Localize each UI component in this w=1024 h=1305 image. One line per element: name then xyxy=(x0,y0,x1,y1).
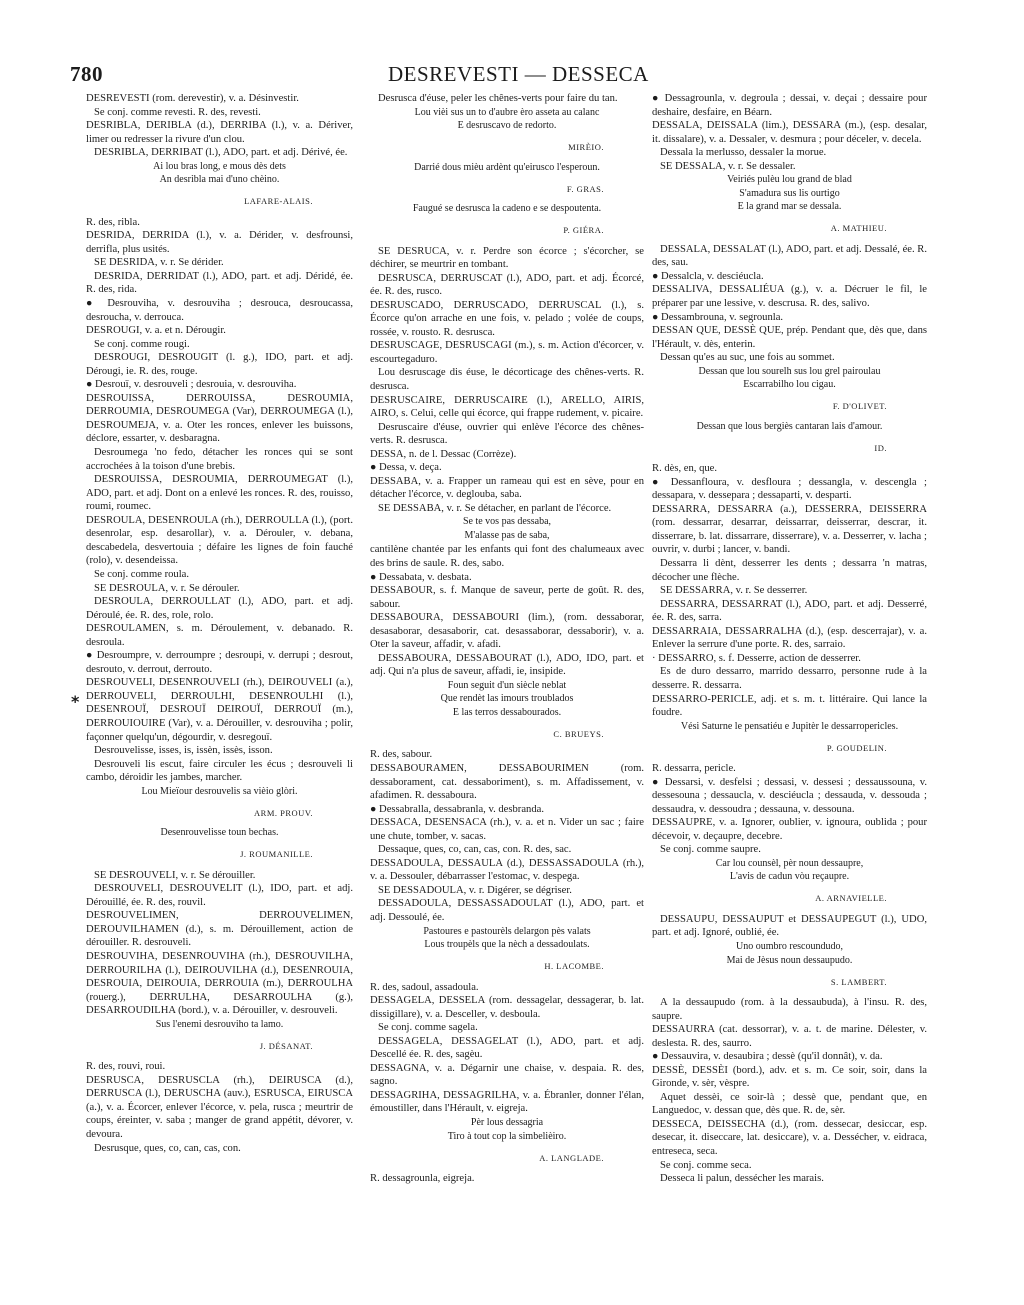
quotation-line: Escarrabilho lou cigau. xyxy=(743,379,836,391)
entry-paragraph: DESRUSCA, DESRUSCLA (rh.), DEIRUSCA (d.), DERRUSCA (l.), DERUSCHA (auv.), ESRUSCA, EIRUSCA (a.), v. a. Écorcer, enlever l'écorce, v. pela, rusca ; meurtrir de coups, éreinter, v. saba ; manger de grand appétit, dévorer, v. devoura. xyxy=(86,1074,353,1140)
entry-paragraph: DESSALIVA, DESSALIÉUA (g.), v. a. Décruer le fil, le préparer par une lessive, v. descrusa. R. des, salivo. xyxy=(652,284,927,309)
entry-paragraph: DESRIBLA, DERIBLA (d.), DERRIBA (l.), v. a. Dériver, limer ou redresser la rivure d'un clou. xyxy=(86,120,353,145)
sub-entry-paragraph: DESROUISSA, DESROUMIA, DERROUMEGAT (l.), ADO, part. et adj. Dont on a enlevé les ronces. R. des, rouisso, roumi, roumec. xyxy=(86,474,353,513)
quotation-author: J. ROUMANILLE. xyxy=(240,849,313,860)
entry-paragraph: DESSARRAIA, DESSARRALHA (d.), (esp. descerrajar), v. a. Enlever la serrure d'une porte. R. des, sarraio. xyxy=(652,625,927,651)
entry-paragraph: DESRIDA, DERRIDA (l.), v. a. Dérider, v. desfrounsi, derrifla, plus usités. xyxy=(86,230,353,255)
quotation-author: J. DÉSANAT. xyxy=(259,1040,313,1051)
quotation-line: Uno oumbro rescoundudo, xyxy=(736,941,843,953)
quotation-line: Sus l'enemi desrouviho ta lamo. xyxy=(155,1018,284,1030)
quotation-line: Dessan que lou sourelh sus lou grel pairoulau xyxy=(698,365,881,377)
entry-paragraph: DESSAGRIHA, DESSAGRILHA, v. a. Ébranler, donner l'élan, émoustiller, dans l'Hérault, v. eigrejа. xyxy=(370,1089,644,1115)
quotation-line: E la grand mar se dessala. xyxy=(737,201,842,213)
sub-entry-paragraph: SE DESRUCA, v. r. Perdre son écorce ; s'écorcher, se déchirer, se meurtrir en tombant. xyxy=(370,245,644,271)
entry-paragraph: R. des, sabour. xyxy=(370,749,433,761)
entry-paragraph: DESROUISSA, DERROUISSA, DESROUMIA, DERROUMIA, DESROUMEGA (Var), DERROUMEGA (l.), DESROUMEJA, v. a. Oter les ronces, enlever les buissons, déclore, essarter, v. desbaragna. xyxy=(86,392,353,445)
entry-paragraph: DESSA, n. de l. Dessac (Corrèze). xyxy=(370,448,517,460)
quotation-author: A. ARNAVIELLE. xyxy=(815,893,887,904)
margin-asterisk: * xyxy=(71,692,80,711)
entry-paragraph: DESROULA, DESENROULA (rh.), DERROULLA (l.), (port. desenrolar, esp. desarollar), v. a. Dérouler, v. debana, descabedela, desvertouia ; défaire les lignes de foin fauché (rolo), v. desendeissa. xyxy=(86,514,353,567)
column-1 xyxy=(86,92,353,1292)
sub-entry-paragraph: DESSAGELA, DESSAGELAT (l.), ADO, part. et adj. Descellé ée. R. des, sagèu. xyxy=(370,1035,644,1061)
quotation-author: H. LACOMBE. xyxy=(544,961,604,972)
entry-paragraph: R. des, rouvi, roui. xyxy=(86,1061,166,1073)
sub-entry-paragraph: Se conj. comme rougi. xyxy=(94,338,190,350)
sub-entry-paragraph: SE DESSADOULA, v. r. Digérer, se dégriser. xyxy=(378,884,572,896)
sub-entry-paragraph: SE DESROUVELI, v. r. Se dérouiller. xyxy=(94,869,256,881)
quotation-author: A. MATHIEU. xyxy=(830,223,887,234)
sub-entry-paragraph: Dessan qu'es au suc, une fois au sommet. xyxy=(660,352,835,364)
quotation-line: Ai lou bras long, e mous dès dets xyxy=(153,160,286,172)
quotation-author: A. LANGLADE. xyxy=(539,1152,604,1163)
quotation-line: E las terros dessabourados. xyxy=(452,706,562,718)
entry-paragraph: DESRUSCAGE, DESRUSCAGI (m.), s. m. Action d'écorcer, v. escourtegaduro. xyxy=(370,340,644,365)
sub-entry-paragraph: Dessarra li dènt, desserrer les dents ; dessarra 'n matras, décocher une flèche. xyxy=(652,558,927,583)
quotation-line: Se te vos pas dessaba, xyxy=(462,516,552,528)
sub-entry-paragraph: DESSADOULA, DESSASSADOULAT (l.), ADO, part. et adj. Dessoulé, ée. xyxy=(370,898,644,924)
sub-entry-paragraph: Aquet dessèi, ce soir-là ; dessè que, pendant que, en Languedoc, v. dessan que, dès que. R. de, sèr. xyxy=(652,1091,927,1117)
entry-paragraph: ● Dessa, v. deça. xyxy=(370,462,442,474)
sub-entry-paragraph: DESROUGI, DESROUGIT (l. g.), IDO, part. et adj. Dérougi, ie. R. des, rouge. xyxy=(86,352,353,377)
entry-paragraph: DESSABOURAMEN, DESSABOURIMEN (rom. dessaborament, cat. dessaboriment), s. m. Affadissement, v. afadimen. R. dessaboura. xyxy=(370,763,644,802)
sub-entry-paragraph: Desruscaire d'éuse, ouvrier qui enlève l'écorce des chênes-verts. R. desrusca. xyxy=(370,421,644,447)
entry-paragraph: R. dessagrounla, eigreja. xyxy=(370,1173,475,1185)
quotation-line: Que rendèt las imours troublados xyxy=(440,693,574,705)
entry-paragraph: ● Dessanfloura, v. desfloura ; dessangla, v. descengla ; dessapara, v. dessepara ; dessaparti, v. desparti. xyxy=(652,476,927,502)
entry-paragraph: ● Dessabralla, dessabranla, v. desbranda. xyxy=(370,803,544,815)
entry-paragraph: ● Desrouviha, v. desrouviha ; desrouca, desroucassa, desroucha, v. derrouca. xyxy=(86,298,353,323)
sub-entry-paragraph: Desrusque, ques, co, can, cas, con. xyxy=(94,1142,241,1154)
quotation-line: Tiro à tout cop la simbelièiro. xyxy=(447,1130,567,1142)
entry-paragraph: R. des, sadoul, assadoula. xyxy=(370,981,479,993)
entry-paragraph: DESSAN QUE, DESSÈ QUE, prép. Pendant que, dès que, dans l'Hérault, v. dès, enterin. xyxy=(652,325,927,350)
entry-paragraph: DESSADOULA, DESSAULA (d.), DESSASSADOULA (rh.), v. a. Dessouler, débarrasser l'estomac, v. despega. xyxy=(370,857,644,883)
column-3 xyxy=(652,92,927,1292)
entry-paragraph: R. des, ribla. xyxy=(86,216,140,228)
quotation-author: MIRÈIO. xyxy=(568,142,604,153)
quotation-line: Lou Mieïour desrouvelis sa vièio glòri. xyxy=(141,785,298,797)
entry-paragraph: cantilène chantée par les enfants qui font des chalumeaux avec des brins de saule. R. des, sabo. xyxy=(370,544,644,570)
entry-paragraph: · DESSARRO, s. f. Desserre, action de desserrer. xyxy=(652,652,861,664)
quotation-line: Darrié dous mièu ardènt qu'eirusco l'esperoun. xyxy=(414,161,600,173)
sub-entry-paragraph: Desroumega 'no fedo, détacher les ronces qui se sont accrochées à la toison d'une brebis. xyxy=(86,447,353,472)
entry-paragraph: ● Dessabata, v. desbata. xyxy=(370,571,472,583)
sub-entry-paragraph: Se conj. comme sagela. xyxy=(378,1022,478,1034)
quotation-line: Pèr lous dessagria xyxy=(470,1117,544,1129)
sub-entry-paragraph: DESSAUPU, DESSAUPUT et DESSAUPEGUT (l.), UDO, part. et adj. Ignoré, oublié, ée. xyxy=(652,913,927,939)
entry-paragraph: DESSABOUR, s. f. Manque de saveur, perte de goût. R. des, sabour. xyxy=(370,585,644,610)
quotation-line: Faugué se desrusca la cadeno e se despoutenta. xyxy=(412,203,602,215)
entry-paragraph: DESSALA, DEISSALA (lim.), DESSARA (m.), (esp. desalar, it. dissalare), v. a. Dessaler, v. desmura ; pour déceler, v. decela. xyxy=(652,120,927,145)
entry-paragraph: DESSABA, v. a. Frapper un rameau qui est en sève, pour en détacher l'écorce, v. deglouba, saba. xyxy=(370,475,644,501)
entry-paragraph: DESSARRO-PERICLE, adj. et s. m. t. littéraire. Qui lance la foudre. xyxy=(652,693,927,719)
sub-entry-paragraph: DESROUVELI, DESROUVELIT (l.), IDO, part. et adj. Dérouillé, ée. R. des, rouvil. xyxy=(86,883,353,908)
quotation-line: An desribla mai d'uno chèino. xyxy=(159,174,280,186)
sub-entry-paragraph: Desrouveli lis escut, faire circuler les écus ; desrouveli li cambo, déroidir les jambes, marcher. xyxy=(86,758,353,784)
quotation-line: Pastoures e pastourèls delargon pès valats xyxy=(423,925,591,937)
entry-paragraph: DESROUGI, v. a. et n. Dérougir. xyxy=(86,325,226,337)
sub-entry-paragraph: DESSABOURA, DESSABOURAT (l.), ADO, IDO, part. et adj. Qui n'a plus de saveur, affadi, ie, insipide. xyxy=(370,652,644,678)
quotation-line: Vési Saturne le pensatiéu e Jupitèr le dessarropericles. xyxy=(680,720,899,732)
page-title: DESREVESTI — DESSECA xyxy=(388,62,649,86)
sub-entry-paragraph: Lou desruscage dis éuse, le décorticage des chênes-verts. R. desrusca. xyxy=(370,367,644,393)
entry-paragraph: DESSACA, DESENSACA (rh.), v. a. et n. Vider un sac ; faire une chute, tomber, v. sacas. xyxy=(370,817,644,842)
entry-paragraph: DESROUVIHA, DESENROUVIHA (rh.), DESROUVILHA, DERROURILHA (l.), DEIROUVILHA (d.), DESENROUIA, DESROUIA, DEIROUIA, DERROUIA (m.), DERROULHA (rouerg.), DERRULHA, DESARROULHA (g.), DESARROUDILHA (bord.), v. a. Dérouiller, v. desrouveli. xyxy=(86,950,353,1017)
sub-entry-paragraph: Se conj. comme roula. xyxy=(94,568,190,580)
sub-entry-paragraph: SE DESSABA, v. r. Se détacher, en parlant de l'écorce. xyxy=(378,502,612,514)
sub-entry-paragraph: DESRIDA, DERRIDAT (l.), ADO, part. et adj. Déridé, ée. R. des, rida. xyxy=(86,270,353,296)
sub-entry-paragraph: Desrouvelisse, isses, is, issèn, issès, isson. xyxy=(94,745,273,757)
sub-entry-paragraph: DESSARRA, DESSARRAT (l.), ADO, part. et adj. Desserré, ée. R. des, sarra. xyxy=(652,598,927,624)
quotation-line: E desruscavo de redorto. xyxy=(457,120,557,132)
sub-entry-paragraph: Dessala la merlusso, dessaler la morue. xyxy=(660,147,827,159)
entry-paragraph: R. dessarra, pericle. xyxy=(652,763,736,775)
quotation-author: ARM. PROUV. xyxy=(254,807,313,818)
sub-entry-paragraph: SE DESROULA, v. r. Se dérouler. xyxy=(94,582,240,594)
entry-paragraph: ● Desroumpre, v. derroumpre ; desroupi, v. derrupi ; desrout, desrouto, v. derrout, derrouto. xyxy=(86,650,353,675)
entry-paragraph: DESSECA, DEISSECHA (d.), (rom. dessecar, desiccar, esp. desecar, it. diseccare, lat. desiccare), v. a. Dessécher, v. eidraca, entreseca, seca. xyxy=(652,1118,927,1158)
quotation-line: Lous troupèls que la nèch a dessadoulats. xyxy=(424,939,590,951)
sub-entry-paragraph: Desseca li palun, dessécher les marais. xyxy=(660,1173,824,1185)
sub-entry-paragraph: Dessaque, ques, co, can, cas, con. R. des, sac. xyxy=(378,844,572,856)
entry-paragraph: DESSAURRA (cat. dessorrar), v. a. t. de marine. Délester, v. deslesta. R. des, saurro. xyxy=(652,1024,927,1049)
quotation-line: Veiriés pulèu lou grand de blad xyxy=(727,174,852,186)
quotation-author: P. GIÉRA. xyxy=(563,225,604,236)
quotation-line: L'avis de cadun vòu reçaupre. xyxy=(729,871,850,883)
entry-paragraph: DESROUVELI, DESENROUVELI (rh.), DEIROUVELI (a.), DERROUVELI, DERROULHI, DESENROULHI (l.), DESENROUÏ, DESROUÏ DEIROUÏ, DERROUÏ (m.), DERROUIOUIRE (Var), v. a. Dérouiller, v. desrouviha ; polir, façonner quelqu'un, dégourdir, v. desregouï. xyxy=(86,677,353,743)
quotation-author: F. D'OLIVET. xyxy=(832,401,887,412)
sub-entry-paragraph: Es de duro dessarro, marrido dessarro, personne rude à la desserre. R. dessarra. xyxy=(652,666,927,691)
entry-paragraph: DESSABOURA, DESSABOURI (lim.), (rom. dessaborar, desasaborar, desasaborir, cat. desassaborar, dessaborir), v. a. Oter la saveur, affadir, v. afadi. xyxy=(370,612,644,651)
quotation-author: LAFARE-ALAIS. xyxy=(244,196,313,207)
entry-paragraph: R. dès, en, que. xyxy=(652,463,718,475)
entry-paragraph: ● Dessambrouna, v. segrounla. xyxy=(652,311,784,323)
entry-paragraph: DESRUSCADO, DERRUSCADO, DERRUSCAL (l.), s. Écorce qu'on arrache en une fois, v. pelado ; volée de coups, rossée, v. rousto. R. desrusca. xyxy=(370,299,644,338)
sub-entry-paragraph: SE DESSALA, v. r. Se dessaler. xyxy=(660,160,796,172)
entry-paragraph: ● Dessauvira, v. desaubira ; dessè (qu'il donnât), v. da. xyxy=(652,1051,883,1063)
quotation-author: F. GRAS. xyxy=(566,183,604,194)
page-header xyxy=(70,62,950,88)
entry-paragraph: ● Dessalcla, v. desciéucla. xyxy=(652,270,764,282)
column-2 xyxy=(370,92,644,1292)
quotation-line: Desenrouvelisse toun bechas. xyxy=(160,827,279,839)
entry-paragraph: DESREVESTI (rom. derevestir), v. a. Désinvestir. xyxy=(86,93,299,104)
entry-paragraph: DESSÈ, DESSÈI (bord.), adv. et s. m. Ce soir, soir, dans la Gironde, v. sèr, vèspre. xyxy=(652,1064,927,1090)
sub-entry-paragraph: Se conj. comme seca. xyxy=(660,1159,752,1171)
sub-entry-paragraph: SE DESSARRA, v. r. Se desserrer. xyxy=(660,585,808,597)
sub-entry-paragraph: DESRIBLA, DERRIBAT (l.), ADO, part. et adj. Dérivé, ée. xyxy=(94,147,348,159)
sub-entry-paragraph: Se conj. comme revesti. R. des, revesti. xyxy=(94,106,261,118)
entry-paragraph: DESSARRA, DESSARRA (a.), DESSERRA, DEISSERRA (rom. dessarrar, desarrar, deissarrar, deisserrar, descrar, it. disserrare, b. lat. dissarrare, disserrare), v. a. Desserrer, v. lacha ; ouvrir, v. durbi ; lancer, v. bandi. xyxy=(652,503,927,556)
entry-paragraph: DESROUVELIMEN, DERROUVELIMEN, DEROUVILHAMEN (d.), s. m. Dérouillement, action de dérouiller. R. desrouveli. xyxy=(86,910,353,949)
quotation-line: M'alasse pas de saba, xyxy=(464,529,550,541)
quotation-author: ID. xyxy=(874,442,887,453)
sub-entry-paragraph: Se conj. comme saupre. xyxy=(660,844,761,856)
quotation-line: Dessan que lous bergiès cantaran lais d'amour. xyxy=(696,420,883,432)
sub-entry-paragraph: DESROULA, DERROULLAT (l.), ADO, part. et adj. Déroulé, ée. R. des, role, rolo. xyxy=(86,596,353,621)
quotation-line: Car lou counsèl, pèr noun dessaupre, xyxy=(715,857,864,869)
sub-entry-paragraph: Desrusca d'éuse, peler les chênes-verts pour faire du tan. xyxy=(378,93,618,104)
sub-entry-paragraph: DESRUSCA, DERRUSCAT (l.), ADO, part. et adj. Écorcé, ée. R. des, rusco. xyxy=(370,272,644,298)
quotation-author: C. BRUEYS. xyxy=(553,728,604,739)
entry-paragraph: ● Desrouï, v. desrouveli ; desrouia, v. desrouviha. xyxy=(86,379,297,391)
quotation-line: S'amadura sus lis ourtigo xyxy=(739,187,840,199)
page-number: 780 xyxy=(70,62,103,86)
entry-paragraph: DESROULAMEN, s. m. Déroulement, v. debanado. R. desroula. xyxy=(86,623,353,648)
entry-paragraph: DESSAGNA, v. a. Dégarnir une chaise, v. despaia. R. des, sagno. xyxy=(370,1062,644,1088)
quotation-line: Lou vièi sus un to d'aubre èro asseta au calanc xyxy=(414,106,600,118)
quotation-author: S. LAMBERT. xyxy=(830,976,887,987)
sub-entry-paragraph: DESSALA, DESSALAT (l.), ADO, part. et adj. Dessalé, ée. R. des, sau. xyxy=(652,243,927,269)
sub-entry-paragraph: A la dessaupudo (rom. à la dessaubuda), à l'insu. R. des, saupre. xyxy=(652,997,927,1022)
quotation-line: Mai de Jèsus noun dessaupudo. xyxy=(726,954,853,966)
quotation-line: Foun seguit d'un siècle neblat xyxy=(447,679,567,691)
entry-paragraph: DESSAUPRE, v. a. Ignorer, oublier, v. ignoura, oublida ; pour décevoir, v. deçaupre, decebre. xyxy=(652,817,927,842)
entry-paragraph: ● Dessagrounla, v. degroula ; dessai, v. deçai ; dessaire pour deshaire, desfaire, en Béarn. xyxy=(652,93,927,118)
sub-entry-paragraph: SE DESRIDA, v. r. Se dérider. xyxy=(94,257,224,269)
entry-paragraph: ● Dessarsi, v. desfelsi ; dessasi, v. dessesi ; dessaussouna, v. dessesouna ; dessaucla, v. desciéucla ; dessauda, v. dessouda ; dessaudra, v. dessoudra ; dessauna, v. dessouna. xyxy=(652,776,927,815)
entry-paragraph: DESSAGELA, DESSELA (rom. dessagelar, dessagerar, b. lat. dissigillare), v. a. Desceller, v. desboula. xyxy=(370,995,644,1020)
entry-paragraph: DESRUSCAIRE, DERRUSCAIRE (l.), ARELLO, AIRIS, AIRO, s. Celui, celle qui écorce, qui frappe rudement, v. picaire. xyxy=(370,394,644,420)
quotation-author: P. GOUDELIN. xyxy=(826,742,887,753)
